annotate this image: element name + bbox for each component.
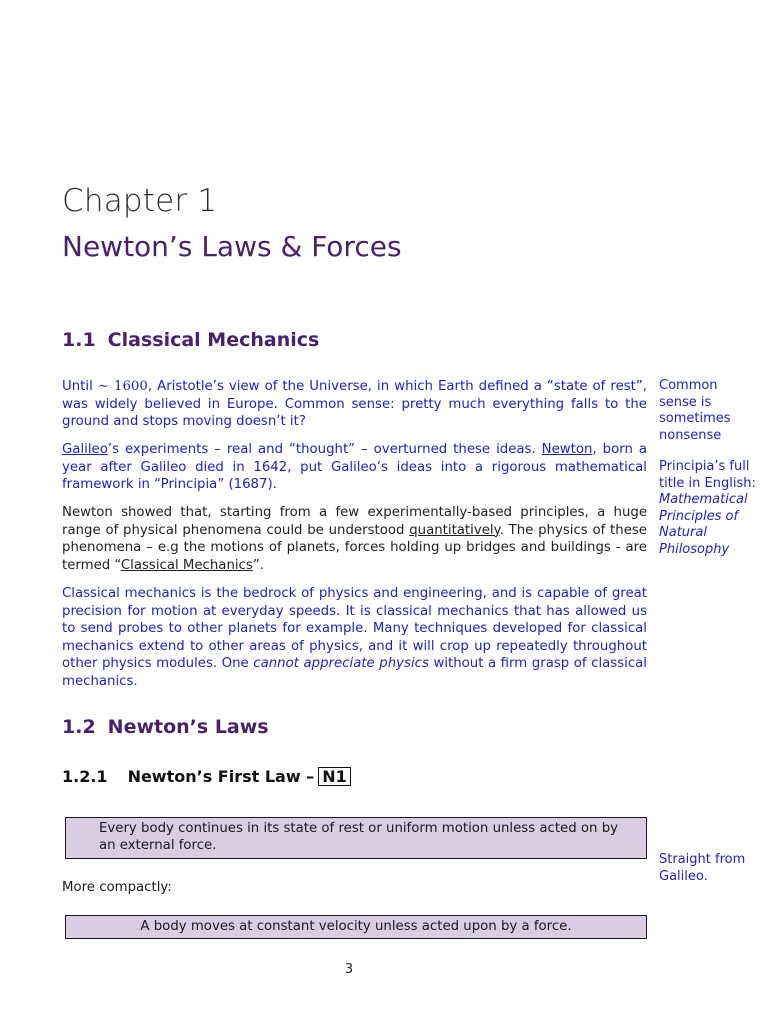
- sidenote-common-sense: Common sense is sometimes nonsense: [659, 378, 731, 443]
- chapter-title: Newton’s Laws & Forces: [62, 230, 402, 263]
- text: ”.: [252, 557, 264, 573]
- subsection-heading-1-2-1: [62, 767, 351, 786]
- first-law-statement: Every body continues in its state of rest or uniform motion unless acted on by an external force.: [99, 821, 619, 853]
- text: , Aristotle’s view of the Universe, in which Earth defined a “state of rest”, was widely believed in Europe. Common sense: pretty much everything falls to the ground and stops moving doesn’t it?: [62, 379, 648, 430]
- paragraph-galileo: [62, 441, 647, 494]
- math-approx-1600: ∼ 1600: [97, 379, 148, 394]
- paragraph-newton: [62, 504, 647, 574]
- text: Newton showed that, starting from a few experimentally-based principles, a huge range of physical phenomena could be understood: [62, 505, 647, 538]
- text: ’s experiments – real and “thought” – overturned these ideas.: [107, 442, 542, 457]
- compact-law-box: [65, 915, 647, 939]
- text: Classical mechanics is the bedrock of physics and engineering, and is capable of great precision for motion at everyday speeds. It is classical mechanics that has allowed us to send probes to other planets for example. Many techniques developed for classical mechanics extend to other areas of physics, and it will crop up repeatedly throughout other physics modules. One: [62, 586, 647, 672]
- page-number: 3: [344, 962, 354, 977]
- sidenote-galileo: Straight from Galileo.: [659, 852, 746, 884]
- sidenote-principia-title: Mathematical Principles of Natural Philosophy: [659, 492, 748, 557]
- section-title: Classical Mechanics: [107, 329, 320, 351]
- text: . The physics of these phenomena – e.g the motions of planets, forces holding up bridges and buildings - are termed “: [62, 522, 647, 573]
- more-compactly-label: More compactly:: [62, 880, 172, 895]
- text: without a firm grasp of classical mechanics.: [62, 656, 647, 689]
- chapter-label: Chapter 1: [62, 183, 218, 219]
- section-number: 1.2: [62, 716, 96, 738]
- paragraph-classical-mechanics: [62, 585, 647, 691]
- section-heading-1-2: [62, 716, 269, 738]
- newton-link[interactable]: Newton: [541, 442, 593, 457]
- quantitatively-term: quantitatively: [409, 522, 500, 538]
- emphasis: cannot appreciate physics: [253, 656, 429, 672]
- section-title: Newton’s Laws: [107, 716, 269, 738]
- classical-mechanics-term: Classical Mechanics: [120, 557, 253, 573]
- text: , born a year after Galileo died in 1642, put Galileo’s ideas into a rigorous mathematical framework in “Principia” (1687).: [62, 442, 647, 493]
- paragraph-aristotle: [62, 378, 647, 431]
- subsection-number: 1.2.1: [62, 767, 108, 786]
- galileo-link[interactable]: Galileo: [62, 442, 108, 457]
- compact-law-statement: A body moves at constant velocity unless acted upon by a force.: [140, 919, 572, 934]
- section-heading-1-1: [62, 329, 319, 351]
- text: Until: [62, 379, 98, 394]
- n1-tag: N1: [318, 767, 351, 786]
- sidenote-principia-plain: Principia’s full title in English:: [659, 459, 756, 491]
- subsection-title: Newton’s First Law –: [127, 767, 315, 786]
- first-law-box: [65, 817, 647, 859]
- section-number: 1.1: [62, 329, 96, 351]
- sidenote-principia: [659, 459, 759, 558]
